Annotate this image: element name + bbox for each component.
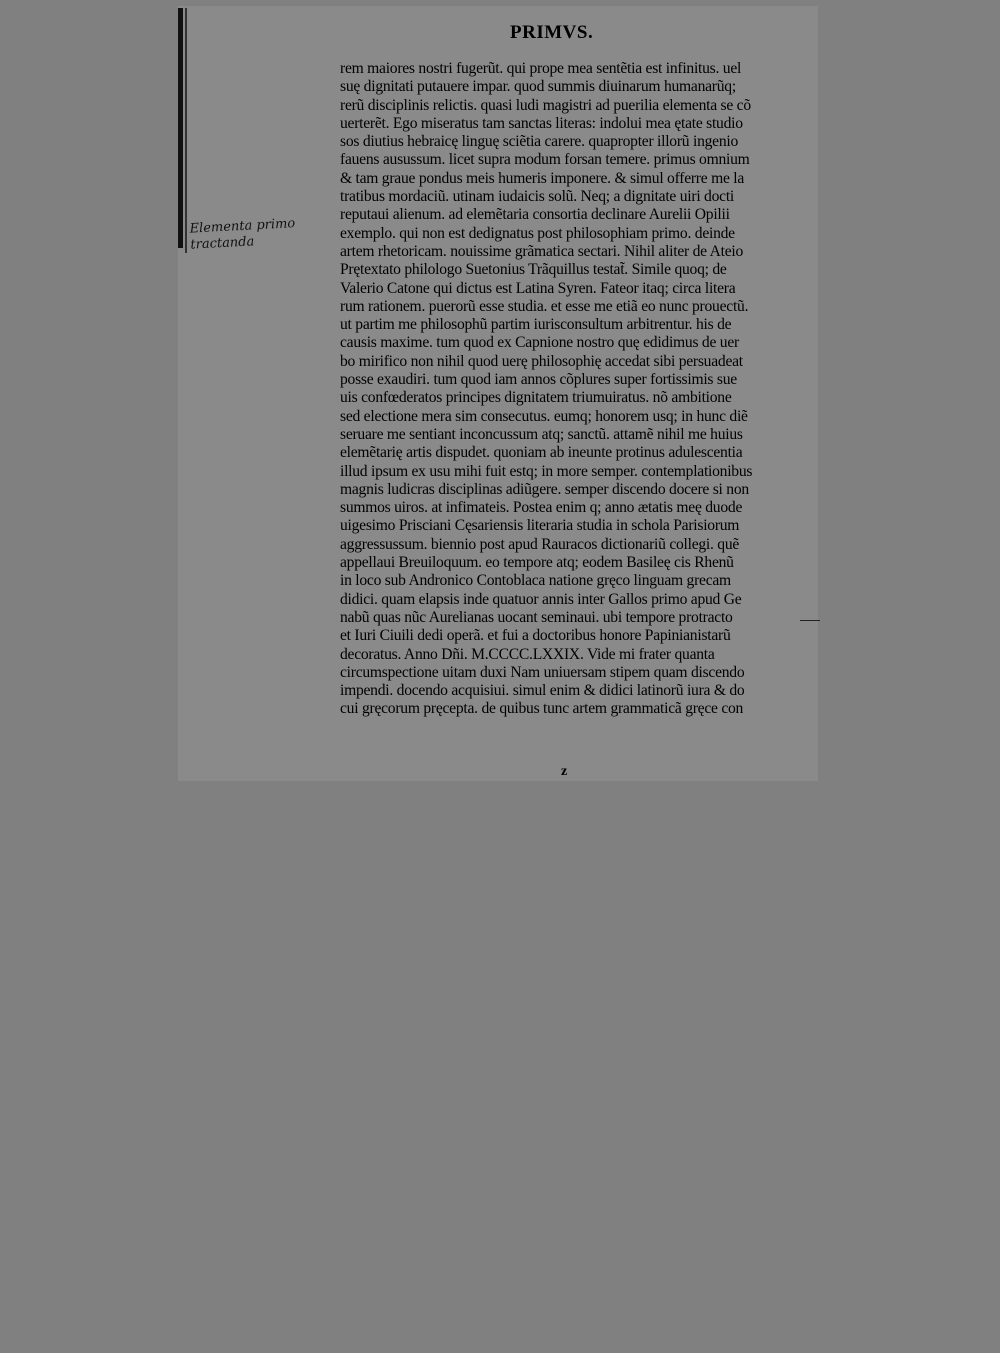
text-line: bo mirifico non nihil quod uerę philosophię accedat sibi persuadeat [340, 352, 743, 370]
text-line: & tam graue pondus meis humeris imponere. & simul offerre me la [340, 169, 745, 187]
text-line: posse exaudiri. tum quod iam annos cõplures super fortissimis sue [340, 371, 737, 389]
page-binding-edge [178, 8, 183, 248]
text-line: cui gręcorum pręcepta. de quibus tunc artem grammaticã gręce con [340, 700, 744, 718]
page-binding-shadow [185, 8, 187, 253]
main-text-block [340, 60, 802, 719]
text-line: tratibus mordaciũ. utinam iudaicis solũ. Neq; a dignitate uiri docti [340, 188, 734, 206]
text-line: appellaui Breuiloquum. eo tempore atq; eodem Basileę cis Rhenũ [340, 554, 734, 572]
text-line: circumspectione uitam duxi Nam uniuersam stipem quam discendo [340, 663, 745, 681]
text-line: in loco sub Andronico Contoblaca natione gręco linguam grecam [340, 572, 731, 590]
text-line: elemẽtarię artis dispudet. quoniam ab ineunte protinus adulescentia [340, 444, 743, 462]
text-line: Valerio Catone qui dictus est Latina Syren. Fateor itaq; circa litera [340, 279, 736, 297]
text-line: Prętextato philologo Suetonius Trãquillus testat̃. Simile quoq; de [340, 261, 727, 279]
text-line: ut partim me philosophũ partim iurisconsultum arbitrentur. his de [340, 316, 732, 334]
text-line: sed electione mera sim consecutus. eumq; honorem usq; in hunc diẽ [340, 407, 748, 425]
margin-rule-mark [800, 620, 820, 621]
handwritten-marginal-note: Elementa primo tractanda [189, 216, 296, 253]
signature-mark: z [561, 764, 568, 779]
text-line: et Iuri Ciuili dedi operã. et fui a doctoribus honore Papinianistarũ [340, 627, 731, 645]
text-line: causis maxime. tum quod ex Capnione nostro quę edidimus de uer [340, 334, 739, 352]
text-line: uigesimo Prisciani Cęsariensis literaria studia in schola Parisiorum [340, 517, 740, 535]
text-line: decoratus. Anno Dñi. M.CCCC.LXXIX. Vide mi frater quanta [340, 645, 715, 663]
text-line: sos diutius hebraicę linguę sciẽtia carere. quapropter illorũ ingenio [340, 133, 739, 151]
text-line: exemplo. qui non est dedignatus post philosophiam primo. deinde [340, 224, 735, 242]
text-line: rerũ disciplinis relictis. quasi ludi magistri ad puerilia elementa se cõ [340, 96, 751, 114]
text-line: didici. quam elapsis inde quatuor annis inter Gallos primo apud Ge [340, 590, 742, 608]
text-line: impendi. docendo acquisiui. simul enim & didici latinorũ iura & do [340, 682, 745, 700]
text-line: fauens ausussum. licet supra modum forsan temere. primus omnium [340, 151, 750, 169]
text-line: artem rhetoricam. nouissime grãmatica sectari. Nihil aliter de Ateio [340, 242, 744, 260]
text-line: summos uiros. at infimateis. Postea enim q; anno ætatis meę duode [340, 499, 743, 517]
text-line: rem maiores nostri fugerũt. qui prope mea sentẽtia est infinitus. uel [340, 60, 742, 77]
text-line: illud ipsum ex usu mihi fuit estq; in more semper. contemplationibus [340, 462, 753, 480]
text-line: reputaui alienum. ad elemẽtaria consortia declinare Aurelii Opilii [340, 206, 730, 224]
text-line: seruare me sentiant inconcussum atq; sanctũ. attamẽ nihil me huius [340, 425, 743, 443]
running-header: PRIMVS. [510, 22, 594, 43]
text-line: suę dignitati putauere impar. quod summis diuinarum humanarũq; [340, 78, 736, 96]
text-line: aggressussum. biennio post apud Rauracos dictionariũ collegi. quẽ [340, 535, 740, 553]
text-line: rum rationem. puerorũ esse studia. et esse me etiã eo nunc prouectũ. [340, 297, 749, 315]
text-line: magnis ludicras disciplinas adiũgere. semper discendo docere si non [340, 480, 749, 498]
text-line: uis confœderatos principes dignitatem triumuiratus. nõ ambitione [340, 389, 732, 407]
text-line: uerterẽt. Ego miseratus tam sanctas literas: indolui mea ętate studio [340, 114, 743, 132]
text-line: nabũ quas nũc Aurelianas uocant seminaui. ubi tempore protracto [340, 608, 733, 626]
